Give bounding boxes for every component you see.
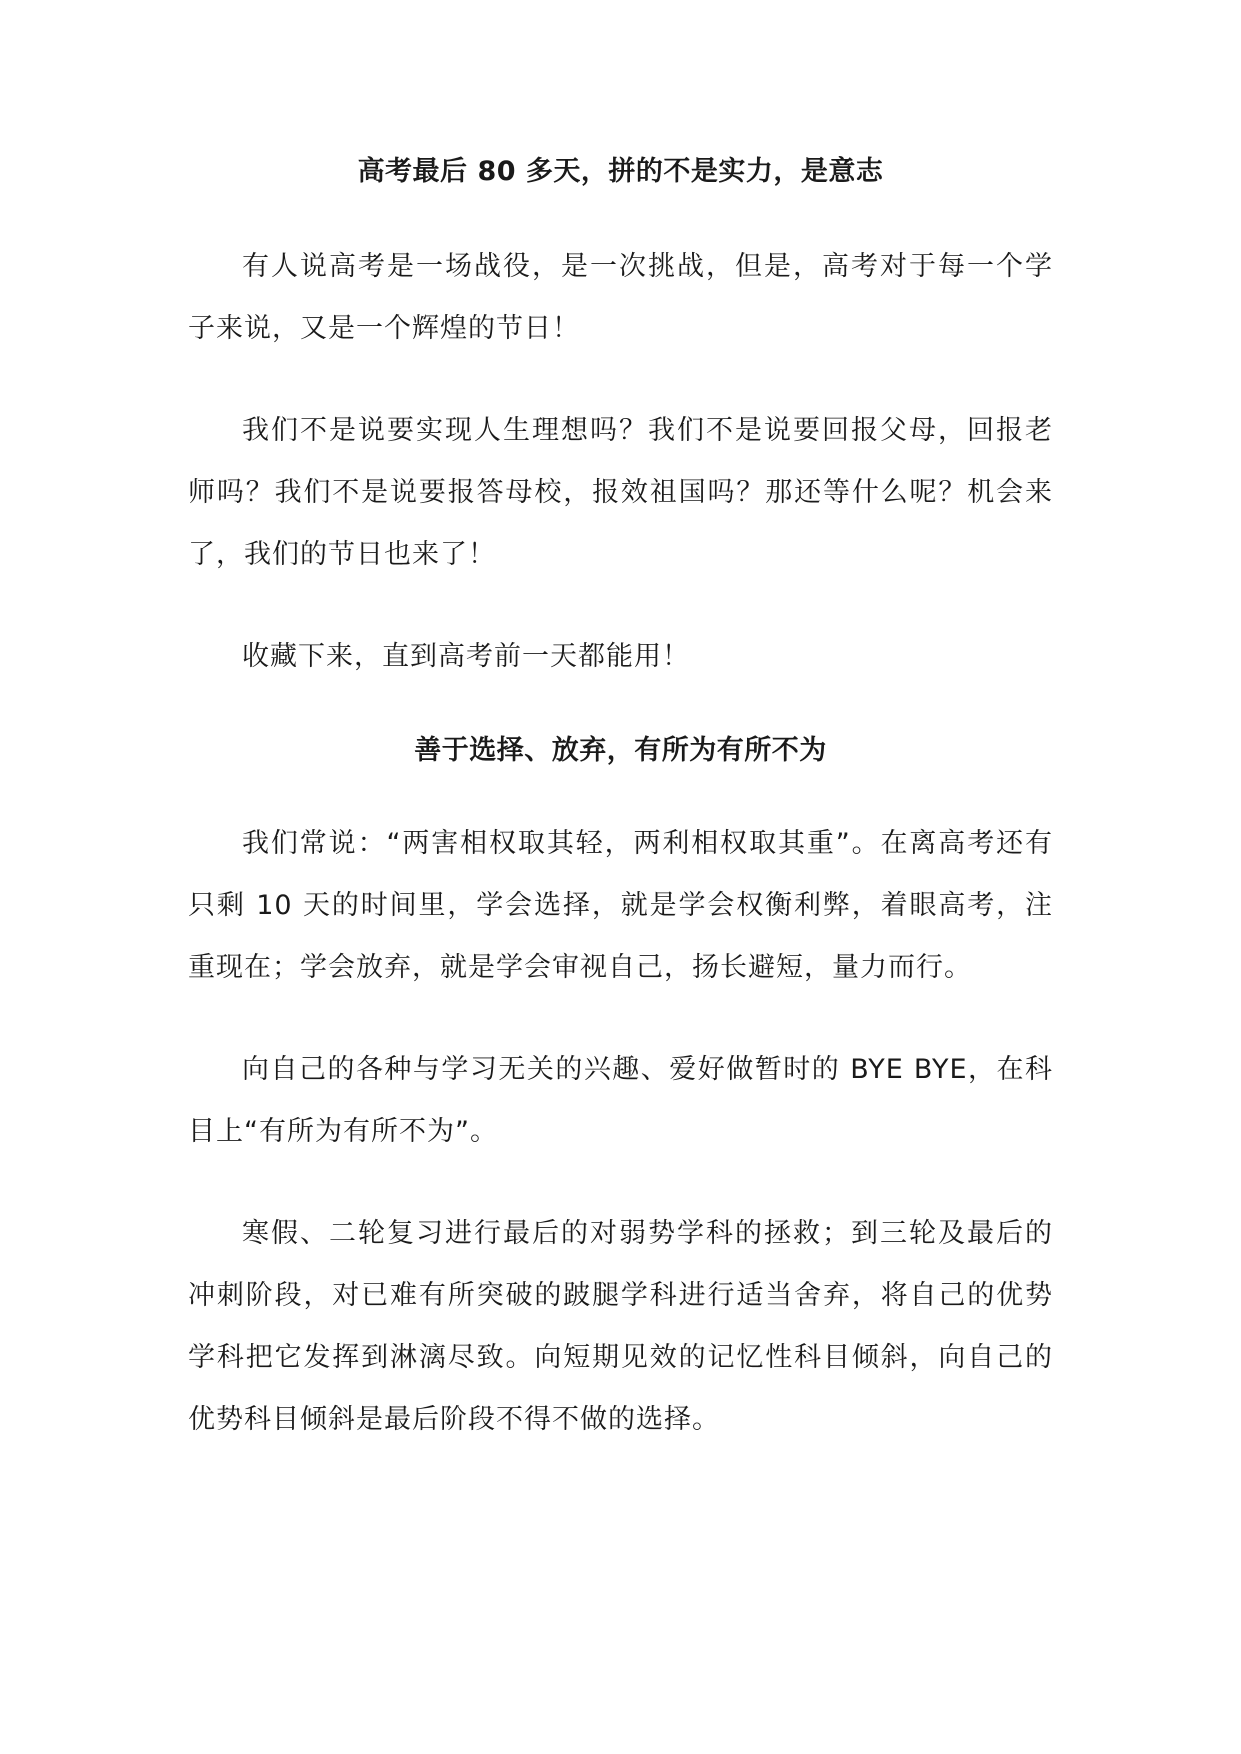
intro-paragraph-3: 收藏下来，直到高考前一天都能用！ — [242, 641, 690, 672]
section-title: 善于选择、放弃，有所为有所不为 — [414, 735, 827, 766]
paragraph-spacer — [188, 586, 1053, 626]
document-content — [188, 152, 1053, 1451]
paragraph-spacer — [188, 1163, 1053, 1203]
section-paragraph-1: 我们常说：“两害相权取其轻，两利相权取其重”。在离高考还有只剩 10 天的时间里，学会选择，就是学会权衡利弊，着眼高考，注重现在；学会放弃，就是学会审视自己，扬长避短，量力而行。 — [188, 828, 1053, 983]
section-paragraph-3: 寒假、二轮复习进行最后的对弱势学科的拯救；到三轮及最后的冲刺阶段，对已难有所突破的跛腿学科进行适当舍弃，将自己的优势学科把它发挥到淋漓尽致。向短期见效的记忆性科目倾斜，向自己的优势科目倾斜是最后阶段不得不做的选择。 — [188, 1218, 1053, 1435]
paragraph-spacer — [188, 999, 1053, 1039]
document-title: 高考最后 80 多天，拼的不是实力，是意志 — [357, 156, 884, 187]
section-paragraph-2: 向自己的各种与学习无关的兴趣、爱好做暂时的 BYE BYE，在科目上“有所为有所不为”。 — [188, 1054, 1053, 1147]
intro-paragraph-2: 我们不是说要实现人生理想吗？我们不是说要回报父母，回报老师吗？我们不是说要报答母校，报效祖国吗？那还等什么呢？机会来了，我们的节日也来了！ — [188, 415, 1053, 570]
paragraph-spacer — [188, 360, 1053, 400]
intro-paragraph-1: 有人说高考是一场战役，是一次挑战，但是，高考对于每一个学子来说，又是一个辉煌的节日！ — [188, 251, 1053, 344]
